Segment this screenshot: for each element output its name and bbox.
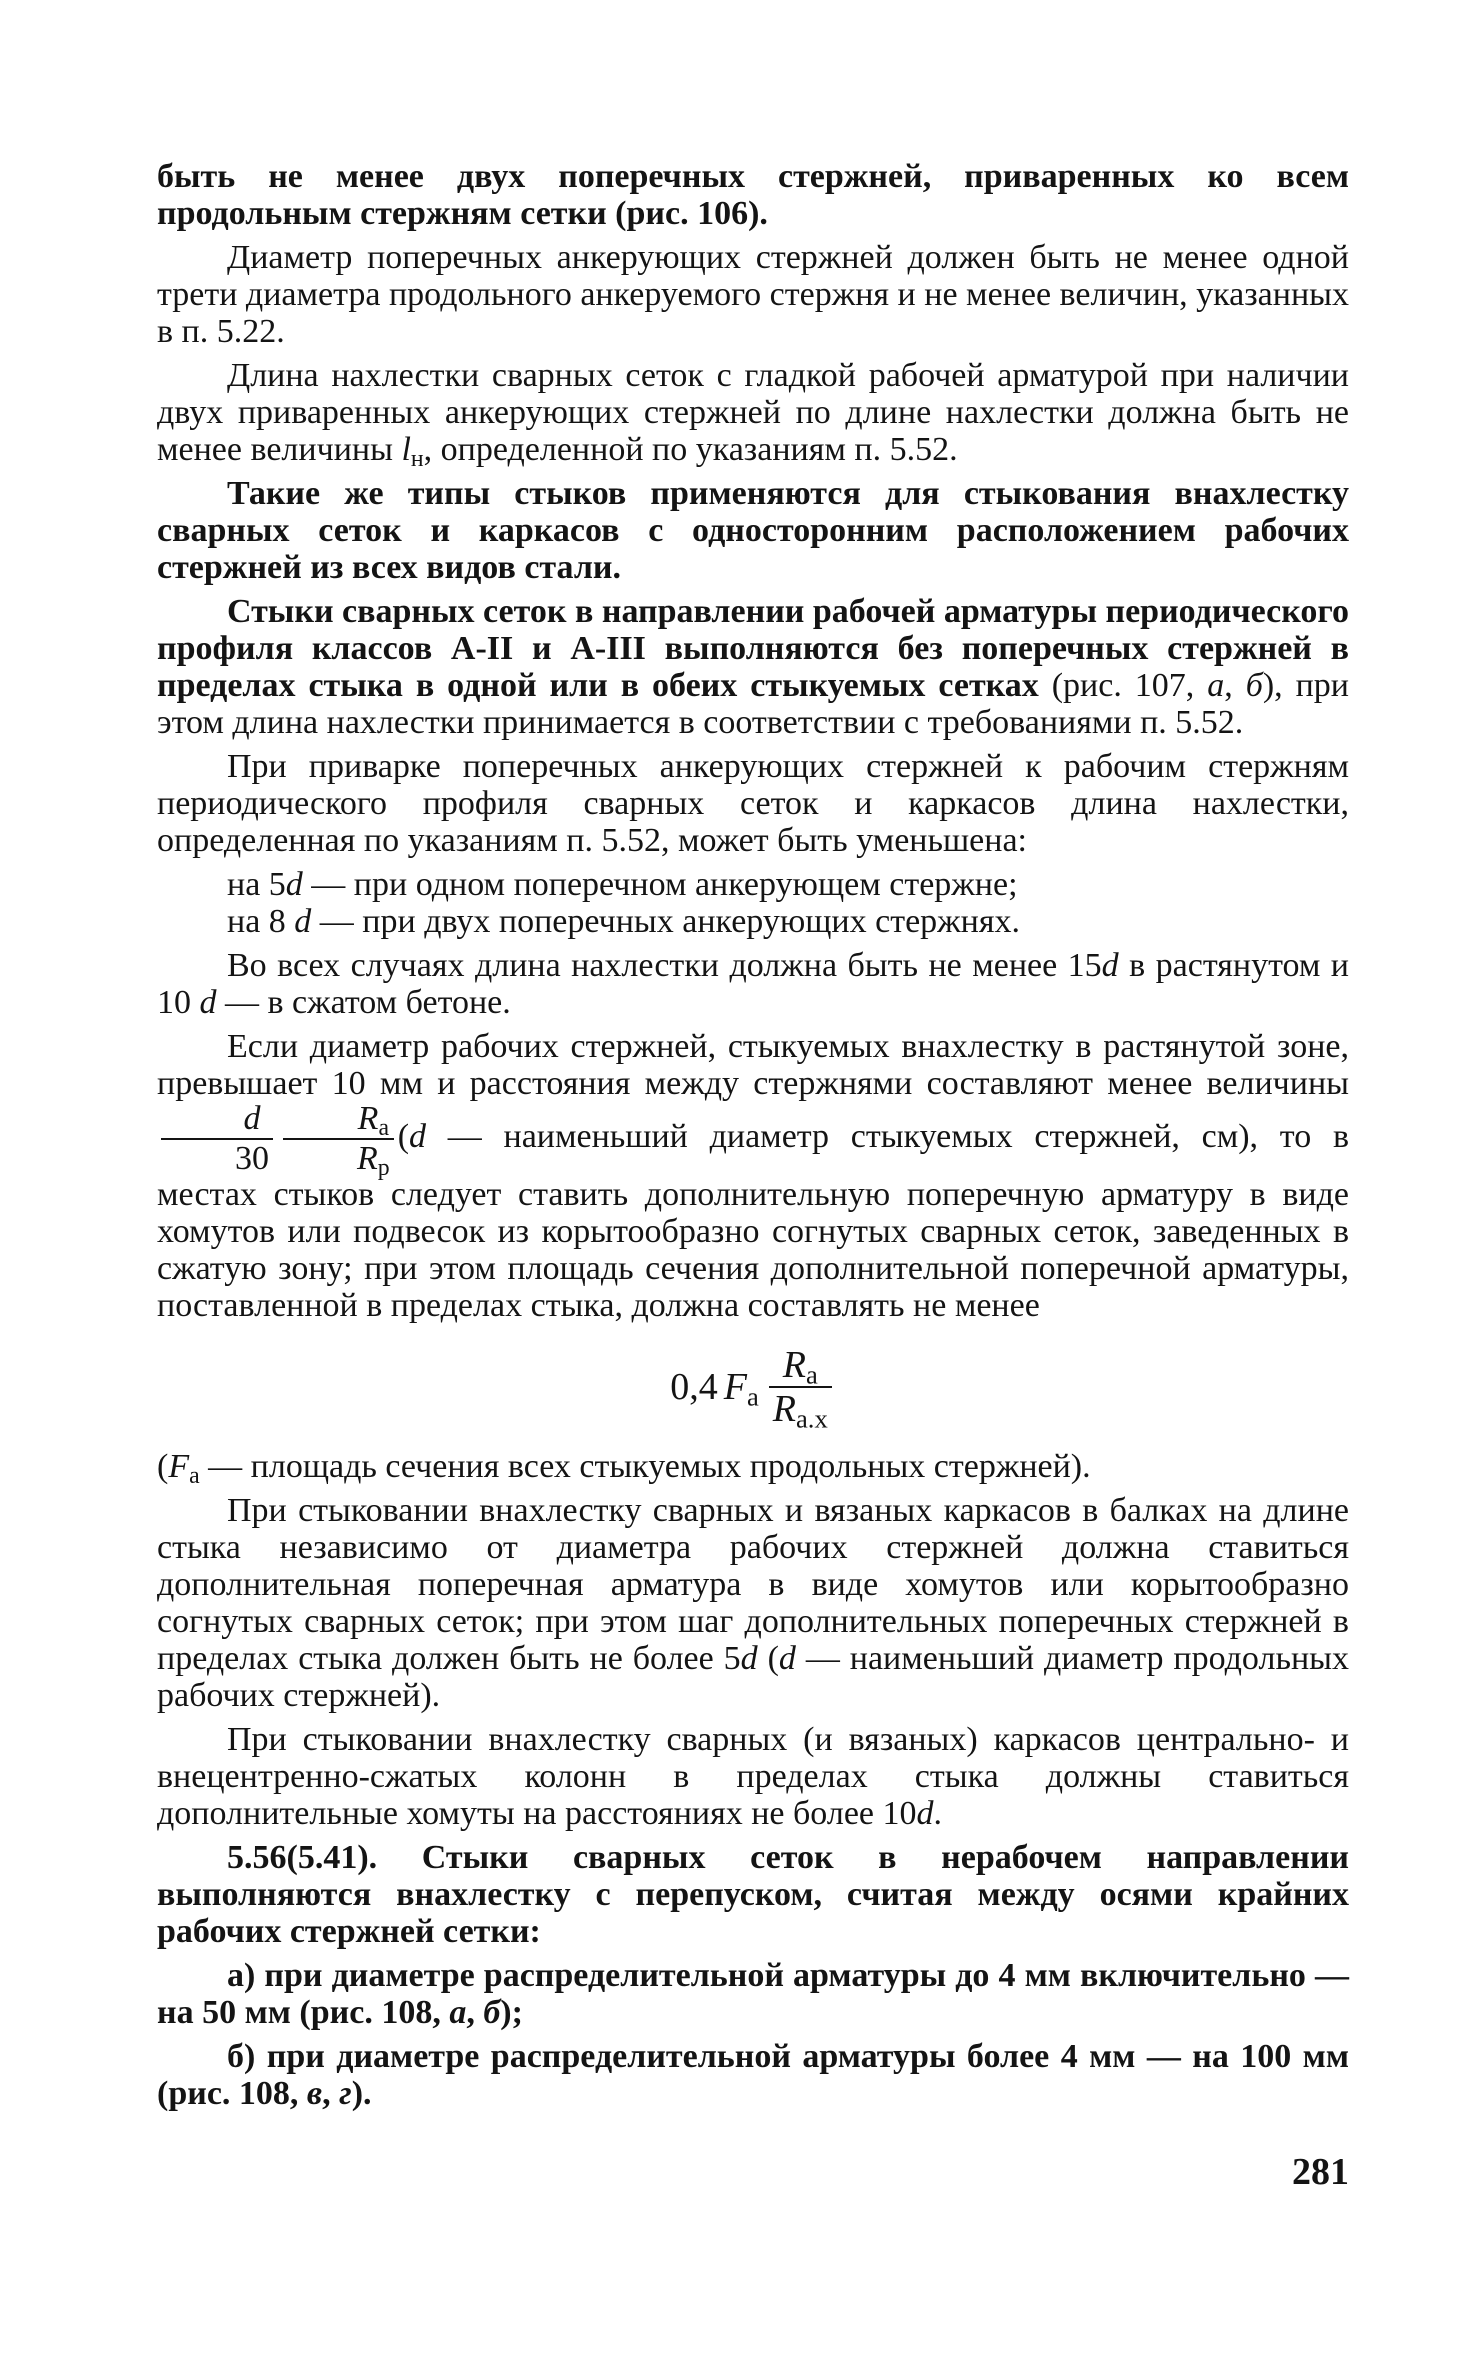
figure-ref-a: а	[1207, 667, 1225, 704]
separator: ,	[466, 1994, 484, 2031]
formula-denominator	[769, 1386, 832, 1434]
figure-ref-g: г	[339, 2075, 352, 2112]
figure-ref-b: б	[1245, 667, 1263, 704]
paragraph-7-text-end: — при одном поперечном анкерующем стержне;	[302, 866, 1018, 903]
f-subscript: a	[746, 1381, 759, 1412]
period: .	[933, 1795, 943, 1832]
fraction-denominator: 30	[161, 1138, 273, 1176]
paren-open: (	[397, 1117, 410, 1155]
formula-coefficient: 0,4	[670, 1365, 718, 1408]
fraction-denominator	[283, 1138, 394, 1181]
diameter-symbol: d	[740, 1640, 758, 1677]
figure-ref-v: в	[306, 2075, 323, 2112]
paragraph-11	[157, 1448, 1349, 1489]
r-subscript: p	[377, 1154, 390, 1181]
paragraph-9	[157, 947, 1349, 1021]
figure-ref-b: б	[483, 1994, 501, 2031]
fraction-numerator	[284, 1100, 393, 1141]
paragraph-1	[157, 158, 1349, 232]
diameter-symbol: d	[1101, 947, 1119, 984]
paren-open: (	[757, 1640, 779, 1677]
r-symbol: R	[772, 1388, 796, 1430]
paragraph-14-text: 5.56(5.41). Стыки сварных сеток в нерабочем направлении выполняются внахлестку с перепуском, считая между осями крайних рабочих стержней сетки:	[157, 1839, 1349, 1950]
paragraph-7-text: на 5	[227, 866, 286, 903]
paragraph-11-text: — площадь сечения всех стыкуемых продольных стержней).	[199, 1448, 1091, 1485]
paragraph-9-text-mid: в растянутом и 10	[157, 947, 1350, 1021]
paragraph-16-text-end: ).	[351, 2075, 372, 2112]
lap-length-subscript: н	[410, 445, 424, 472]
paragraph-4-text: Такие же типы стыков применяются для стыкования внахлестку сварных сеток и каркасов с односторонним расположением рабочих стержней из всех видов стали.	[157, 475, 1349, 586]
paragraph-6	[157, 748, 1349, 859]
paragraph-5-text: (рис. 107,	[1038, 667, 1208, 704]
r-symbol: R	[357, 1140, 378, 1177]
r-symbol: R	[357, 1100, 379, 1137]
display-formula	[157, 1344, 1349, 1434]
diameter-symbol: d	[199, 984, 217, 1021]
page-number: 281	[1292, 2151, 1349, 2193]
paragraph-10-text-end: — наименьший диаметр стыкуемых стержней, см), то в местах стыков следует ставить дополнительную поперечную арматуру в виде хомутов или подвесок из корытообразно согнутых сварных сеток, заведенных в сжатую зону; при этом площадь сечения дополнительной поперечной арматуры, поставленной в пределах стыка, должна составлять не менее	[157, 1117, 1349, 1324]
f-symbol: F	[723, 1365, 747, 1408]
f-symbol: F	[168, 1448, 190, 1485]
inline-formula	[157, 1100, 398, 1181]
lap-length-symbol: l	[401, 431, 411, 468]
paragraph-13-text: При стыковании внахлестку сварных (и вязаных) каркасов центрально- и внецентренно-сжатых колонн в пределах стыка должны ставиться дополнительные хомуты на расстояниях не более 10	[157, 1721, 1349, 1832]
fraction-ra-rp	[283, 1100, 394, 1181]
paragraph-5-bold-text: Стыки сварных сеток в направлении рабочей арматуры периодического профиля классов А-II и А-III выполняются без поперечных стержней в пределах стыка в одной или в обеих стыкуемых сетках	[157, 593, 1349, 704]
formula-fraction	[769, 1344, 832, 1434]
paragraph-12-text-end: — наименьший диаметр продольных рабочих стержней).	[157, 1640, 1349, 1714]
paragraph-15-text-end: );	[500, 1994, 523, 2031]
paren-open: (	[157, 1448, 169, 1485]
r-subscript: a.x	[796, 1403, 828, 1434]
paragraph-10-text: Если диаметр рабочих стержней, стыкуемых внахлестку в растянутой зоне, превышает 10 мм и расстояния между стержнями составляют менее величины	[157, 1028, 1349, 1102]
paragraph-15	[157, 1957, 1349, 2031]
fraction-numerator: d	[243, 1100, 261, 1137]
formula-numerator	[779, 1344, 822, 1390]
formula-area	[723, 1365, 759, 1412]
paragraph-5	[157, 593, 1349, 741]
diameter-symbol: d	[294, 903, 312, 940]
paragraph-15-text: а) при диаметре распределительной арматуры до 4 мм включительно — на 50 мм (рис. 108,	[157, 1957, 1349, 2031]
separator: ,	[1224, 667, 1246, 704]
paragraph-9-text: Во всех случаях длина нахлестки должна быть не менее 15	[227, 947, 1102, 984]
fraction-d-30	[161, 1102, 273, 1176]
paragraph-10	[157, 1028, 1349, 1324]
paragraph-1-text: быть не менее двух поперечных стержней, приваренных ко всем продольным стержням сетки (рис. 106).	[157, 158, 1349, 232]
diameter-symbol: d	[778, 1640, 796, 1677]
paragraph-3-text-end: , определенной по указаниям п. 5.52.	[423, 431, 958, 468]
paragraph-14	[157, 1839, 1349, 1950]
paragraph-3-text: Длина нахлестки сварных сеток с гладкой рабочей арматурой при наличии двух приваренных анкерующих стержней по длине нахлестки должна быть не менее величины	[157, 357, 1349, 468]
r-symbol: R	[782, 1344, 806, 1386]
paragraph-4	[157, 475, 1349, 586]
paragraph-8-text-end: — при двух поперечных анкерующих стержнях.	[311, 903, 1020, 940]
figure-ref-a: а	[449, 1994, 467, 2031]
paragraph-13	[157, 1721, 1349, 1832]
paragraph-8-text: на 8	[227, 903, 295, 940]
paragraph-9-text-end: — в сжатом бетоне.	[216, 984, 511, 1021]
paragraph-2	[157, 239, 1349, 350]
document-page	[157, 158, 1349, 2119]
f-subscript: a	[189, 1462, 200, 1489]
paragraph-5-text-end: ), при этом длина нахлестки принимается в соответствии с требованиями п. 5.52.	[157, 667, 1349, 741]
paragraph-12-text: При стыковании внахлестку сварных и вязаных каркасов в балках на длине стыка независимо от диаметра рабочих стержней должна ставиться дополнительная поперечная арматура в виде хомутов или корытообразно согнутых сварных сеток; при этом шаг дополнительных поперечных стержней в пределах стыка должен быть не более 5	[157, 1492, 1349, 1677]
paragraph-6-text: При приварке поперечных анкерующих стержней к рабочим стержням периодического профиля сварных сеток и каркасов длина нахлестки, определенная по указаниям п. 5.52, может быть уменьшена:	[157, 748, 1349, 859]
paragraph-7	[157, 866, 1349, 903]
separator: ,	[322, 2075, 340, 2112]
diameter-symbol: d	[285, 866, 303, 903]
diameter-symbol: d	[916, 1795, 934, 1832]
paragraph-16-text: б) при диаметре распределительной арматуры более 4 мм — на 100 мм (рис. 108,	[157, 2038, 1349, 2112]
r-subscript: a	[378, 1114, 390, 1141]
paragraph-12	[157, 1492, 1349, 1714]
r-subscript: a	[805, 1359, 818, 1390]
paragraph-3	[157, 357, 1349, 472]
paragraph-8	[157, 903, 1349, 940]
diameter-symbol: d	[409, 1117, 427, 1155]
paragraph-16	[157, 2038, 1349, 2112]
paragraph-2-text: Диаметр поперечных анкерующих стержней должен быть не менее одной трети диаметра продольного анкеруемого стержня и не менее величин, указанных в п. 5.22.	[157, 239, 1349, 350]
